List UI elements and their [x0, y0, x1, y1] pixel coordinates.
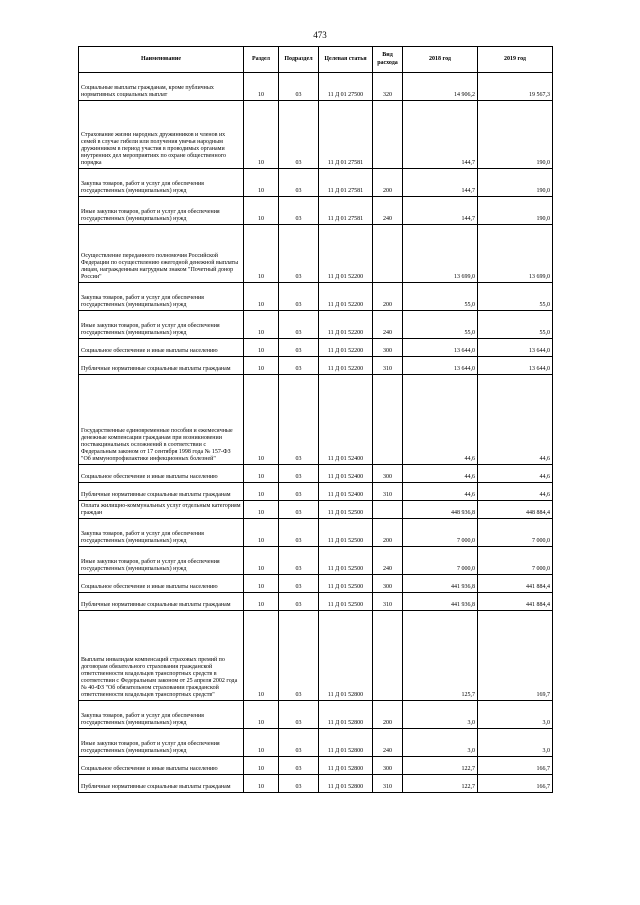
row-subsection: 03	[279, 283, 319, 311]
table-row	[79, 593, 553, 611]
row-value-2018: 7 000,0	[403, 519, 478, 547]
row-value-2019: 13 644,0	[478, 357, 553, 375]
row-expense-type: 200	[373, 519, 403, 547]
row-target-article: 11 Д 01 52800	[319, 775, 373, 793]
header-target-article: Целевая статья	[319, 47, 373, 73]
table-row	[79, 757, 553, 775]
table-row	[79, 169, 553, 197]
row-target-article: 11 Д 01 52500	[319, 575, 373, 593]
row-section: 10	[244, 465, 279, 483]
table-row	[79, 701, 553, 729]
row-subsection: 03	[279, 339, 319, 357]
row-section: 10	[244, 375, 279, 465]
page-number: 473	[313, 30, 327, 40]
row-target-article: 11 Д 01 27500	[319, 73, 373, 101]
table-row	[79, 611, 553, 701]
row-value-2018: 55,0	[403, 311, 478, 339]
row-subsection: 03	[279, 519, 319, 547]
row-subsection: 03	[279, 357, 319, 375]
row-expense-type: 300	[373, 575, 403, 593]
row-value-2018: 448 936,8	[403, 501, 478, 519]
row-target-article: 11 Д 01 52500	[319, 519, 373, 547]
row-value-2018: 144,7	[403, 197, 478, 225]
row-subsection: 03	[279, 465, 319, 483]
row-target-article: 11 Д 01 52200	[319, 283, 373, 311]
budget-table	[78, 46, 553, 793]
row-value-2018: 44,6	[403, 465, 478, 483]
row-value-2018: 122,7	[403, 775, 478, 793]
table-row	[79, 357, 553, 375]
row-value-2018: 44,6	[403, 483, 478, 501]
row-subsection: 03	[279, 501, 319, 519]
table-row	[79, 225, 553, 283]
row-section: 10	[244, 339, 279, 357]
row-target-article: 11 Д 01 52500	[319, 501, 373, 519]
row-name: Закупка товаров, работ и услуг для обеспечения государственных (муниципальных) нужд	[79, 169, 244, 197]
row-name: Выплаты инвалидам компенсаций страховых премий по договорам обязательного страхования гражданской ответственности владельцев транспортных средств в соответствии с Федеральным законом от 25 апреля 2002 года № 40-ФЗ "Об обязательном страховании гражданской ответственности владельцев транспортных средств"	[79, 611, 244, 701]
row-expense-type: 240	[373, 547, 403, 575]
row-subsection: 03	[279, 73, 319, 101]
row-expense-type: 320	[373, 73, 403, 101]
row-target-article: 11 Д 01 27581	[319, 197, 373, 225]
row-section: 10	[244, 775, 279, 793]
row-section: 10	[244, 519, 279, 547]
row-value-2018: 13 699,0	[403, 225, 478, 283]
row-section: 10	[244, 73, 279, 101]
row-section: 10	[244, 701, 279, 729]
row-name: Социальное обеспечение и иные выплаты населению	[79, 465, 244, 483]
row-section: 10	[244, 575, 279, 593]
table-row	[79, 729, 553, 757]
row-section: 10	[244, 197, 279, 225]
header-year-2019: 2019 год	[478, 47, 553, 73]
table-row	[79, 101, 553, 169]
table-header-row	[79, 47, 553, 73]
row-expense-type: 300	[373, 757, 403, 775]
row-target-article: 11 Д 01 52400	[319, 375, 373, 465]
row-subsection: 03	[279, 169, 319, 197]
row-name: Закупка товаров, работ и услуг для обеспечения государственных (муниципальных) нужд	[79, 519, 244, 547]
row-subsection: 03	[279, 575, 319, 593]
row-value-2019: 448 884,4	[478, 501, 553, 519]
row-target-article: 11 Д 01 52400	[319, 465, 373, 483]
row-value-2019: 19 567,3	[478, 73, 553, 101]
row-value-2018: 441 936,8	[403, 593, 478, 611]
row-subsection: 03	[279, 611, 319, 701]
row-value-2018: 144,7	[403, 169, 478, 197]
row-section: 10	[244, 593, 279, 611]
table-row	[79, 311, 553, 339]
row-expense-type: 200	[373, 283, 403, 311]
row-target-article: 11 Д 01 52500	[319, 593, 373, 611]
row-expense-type: 240	[373, 197, 403, 225]
row-value-2019: 44,6	[478, 465, 553, 483]
row-section: 10	[244, 169, 279, 197]
row-subsection: 03	[279, 197, 319, 225]
row-target-article: 11 Д 01 27581	[319, 101, 373, 169]
row-subsection: 03	[279, 757, 319, 775]
row-value-2019: 166,7	[478, 775, 553, 793]
row-name: Иные закупки товаров, работ и услуг для обеспечения государственных (муниципальных) нужд	[79, 197, 244, 225]
row-section: 10	[244, 311, 279, 339]
row-value-2019: 55,0	[478, 283, 553, 311]
row-value-2018: 125,7	[403, 611, 478, 701]
row-value-2018: 3,0	[403, 701, 478, 729]
row-value-2019: 44,6	[478, 483, 553, 501]
row-subsection: 03	[279, 593, 319, 611]
table-row	[79, 575, 553, 593]
header-section: Раздел	[244, 47, 279, 73]
row-expense-type: 310	[373, 775, 403, 793]
row-value-2018: 122,7	[403, 757, 478, 775]
table-row	[79, 197, 553, 225]
row-name: Иные закупки товаров, работ и услуг для обеспечения государственных (муниципальных) нужд	[79, 729, 244, 757]
row-subsection: 03	[279, 483, 319, 501]
header-subsection: Подраздел	[279, 47, 319, 73]
row-value-2018: 144,7	[403, 101, 478, 169]
row-name: Закупка товаров, работ и услуг для обеспечения государственных (муниципальных) нужд	[79, 701, 244, 729]
header-year-2018: 2018 год	[403, 47, 478, 73]
row-name: Страхование жизни народных дружинников и членов их семей в случае гибели или получения увечья народным дружинником в период участия в проводимых органами внутренних дел мероприятиях по охране общественного порядка	[79, 101, 244, 169]
table-row	[79, 339, 553, 357]
row-expense-type: 200	[373, 169, 403, 197]
header-name: Наименование	[79, 47, 244, 73]
table-row	[79, 501, 553, 519]
row-section: 10	[244, 547, 279, 575]
row-subsection: 03	[279, 101, 319, 169]
row-section: 10	[244, 283, 279, 311]
row-value-2019: 441 884,4	[478, 575, 553, 593]
row-subsection: 03	[279, 375, 319, 465]
row-expense-type: 310	[373, 483, 403, 501]
row-value-2018: 14 906,2	[403, 73, 478, 101]
table-row	[79, 775, 553, 793]
row-name: Социальное обеспечение и иные выплаты населению	[79, 339, 244, 357]
row-value-2019: 13 699,0	[478, 225, 553, 283]
row-value-2018: 441 936,8	[403, 575, 478, 593]
row-value-2019: 166,7	[478, 757, 553, 775]
row-value-2019: 44,6	[478, 375, 553, 465]
header-expense-type: Вид расхода	[373, 47, 403, 73]
row-value-2019: 3,0	[478, 729, 553, 757]
row-name: Государственные единовременные пособия и ежемесячные денежные компенсации гражданам при возникновении поствакцинальных осложнений в соответствии с Федеральным законом от 17 сентября 1998 года № 157-ФЗ "Об иммунопрофилактике инфекционных болезней"	[79, 375, 244, 465]
row-target-article: 11 Д 01 52200	[319, 357, 373, 375]
row-value-2019: 7 000,0	[478, 519, 553, 547]
row-expense-type: 240	[373, 311, 403, 339]
row-value-2019: 7 000,0	[478, 547, 553, 575]
row-name: Иные закупки товаров, работ и услуг для обеспечения государственных (муниципальных) нужд	[79, 311, 244, 339]
row-name: Публичные нормативные социальные выплаты гражданам	[79, 483, 244, 501]
row-value-2019: 190,0	[478, 169, 553, 197]
row-value-2018: 13 644,0	[403, 357, 478, 375]
row-expense-type	[373, 501, 403, 519]
table-row	[79, 465, 553, 483]
row-name: Закупка товаров, работ и услуг для обеспечения государственных (муниципальных) нужд	[79, 283, 244, 311]
table-row	[79, 519, 553, 547]
row-value-2019: 55,0	[478, 311, 553, 339]
row-target-article: 11 Д 01 52200	[319, 311, 373, 339]
row-value-2019: 13 644,0	[478, 339, 553, 357]
row-value-2019: 169,7	[478, 611, 553, 701]
row-value-2019: 190,0	[478, 101, 553, 169]
row-target-article: 11 Д 01 52800	[319, 701, 373, 729]
table-row	[79, 547, 553, 575]
row-subsection: 03	[279, 225, 319, 283]
row-subsection: 03	[279, 701, 319, 729]
row-name: Социальные выплаты гражданам, кроме публичных нормативных социальных выплат	[79, 73, 244, 101]
row-target-article: 11 Д 01 52200	[319, 225, 373, 283]
row-expense-type	[373, 101, 403, 169]
row-name: Иные закупки товаров, работ и услуг для обеспечения государственных (муниципальных) нужд	[79, 547, 244, 575]
row-section: 10	[244, 729, 279, 757]
row-subsection: 03	[279, 311, 319, 339]
row-target-article: 11 Д 01 52800	[319, 729, 373, 757]
row-target-article: 11 Д 01 27581	[319, 169, 373, 197]
row-target-article: 11 Д 01 52800	[319, 757, 373, 775]
table-row	[79, 375, 553, 465]
table-row	[79, 283, 553, 311]
row-name: Оплата жилищно-коммунальных услуг отдельным категориям граждан	[79, 501, 244, 519]
row-expense-type: 310	[373, 593, 403, 611]
row-section: 10	[244, 101, 279, 169]
row-expense-type	[373, 375, 403, 465]
row-target-article: 11 Д 01 52500	[319, 547, 373, 575]
row-subsection: 03	[279, 729, 319, 757]
row-name: Публичные нормативные социальные выплаты гражданам	[79, 593, 244, 611]
row-value-2019: 190,0	[478, 197, 553, 225]
row-target-article: 11 Д 01 52200	[319, 339, 373, 357]
row-value-2018: 13 644,0	[403, 339, 478, 357]
row-section: 10	[244, 225, 279, 283]
row-section: 10	[244, 611, 279, 701]
row-target-article: 11 Д 01 52400	[319, 483, 373, 501]
row-target-article: 11 Д 01 52800	[319, 611, 373, 701]
row-value-2018: 55,0	[403, 283, 478, 311]
row-value-2019: 3,0	[478, 701, 553, 729]
row-expense-type	[373, 225, 403, 283]
row-expense-type: 200	[373, 701, 403, 729]
row-expense-type: 300	[373, 339, 403, 357]
row-section: 10	[244, 757, 279, 775]
row-section: 10	[244, 357, 279, 375]
row-expense-type: 240	[373, 729, 403, 757]
row-subsection: 03	[279, 775, 319, 793]
row-value-2018: 7 000,0	[403, 547, 478, 575]
row-name: Публичные нормативные социальные выплаты гражданам	[79, 775, 244, 793]
row-value-2018: 44,6	[403, 375, 478, 465]
row-name: Осуществление переданного полномочия Российской Федерации по осуществлению ежегодной денежной выплаты лицам, награжденным нагрудным знаком "Почетный донор России"	[79, 225, 244, 283]
row-expense-type: 310	[373, 357, 403, 375]
row-name: Социальное обеспечение и иные выплаты населению	[79, 757, 244, 775]
row-section: 10	[244, 501, 279, 519]
table-row	[79, 73, 553, 101]
row-name: Публичные нормативные социальные выплаты гражданам	[79, 357, 244, 375]
table-row	[79, 483, 553, 501]
row-expense-type: 300	[373, 465, 403, 483]
row-value-2018: 3,0	[403, 729, 478, 757]
row-value-2019: 441 884,4	[478, 593, 553, 611]
row-name: Социальное обеспечение и иные выплаты населению	[79, 575, 244, 593]
row-expense-type	[373, 611, 403, 701]
row-section: 10	[244, 483, 279, 501]
row-subsection: 03	[279, 547, 319, 575]
